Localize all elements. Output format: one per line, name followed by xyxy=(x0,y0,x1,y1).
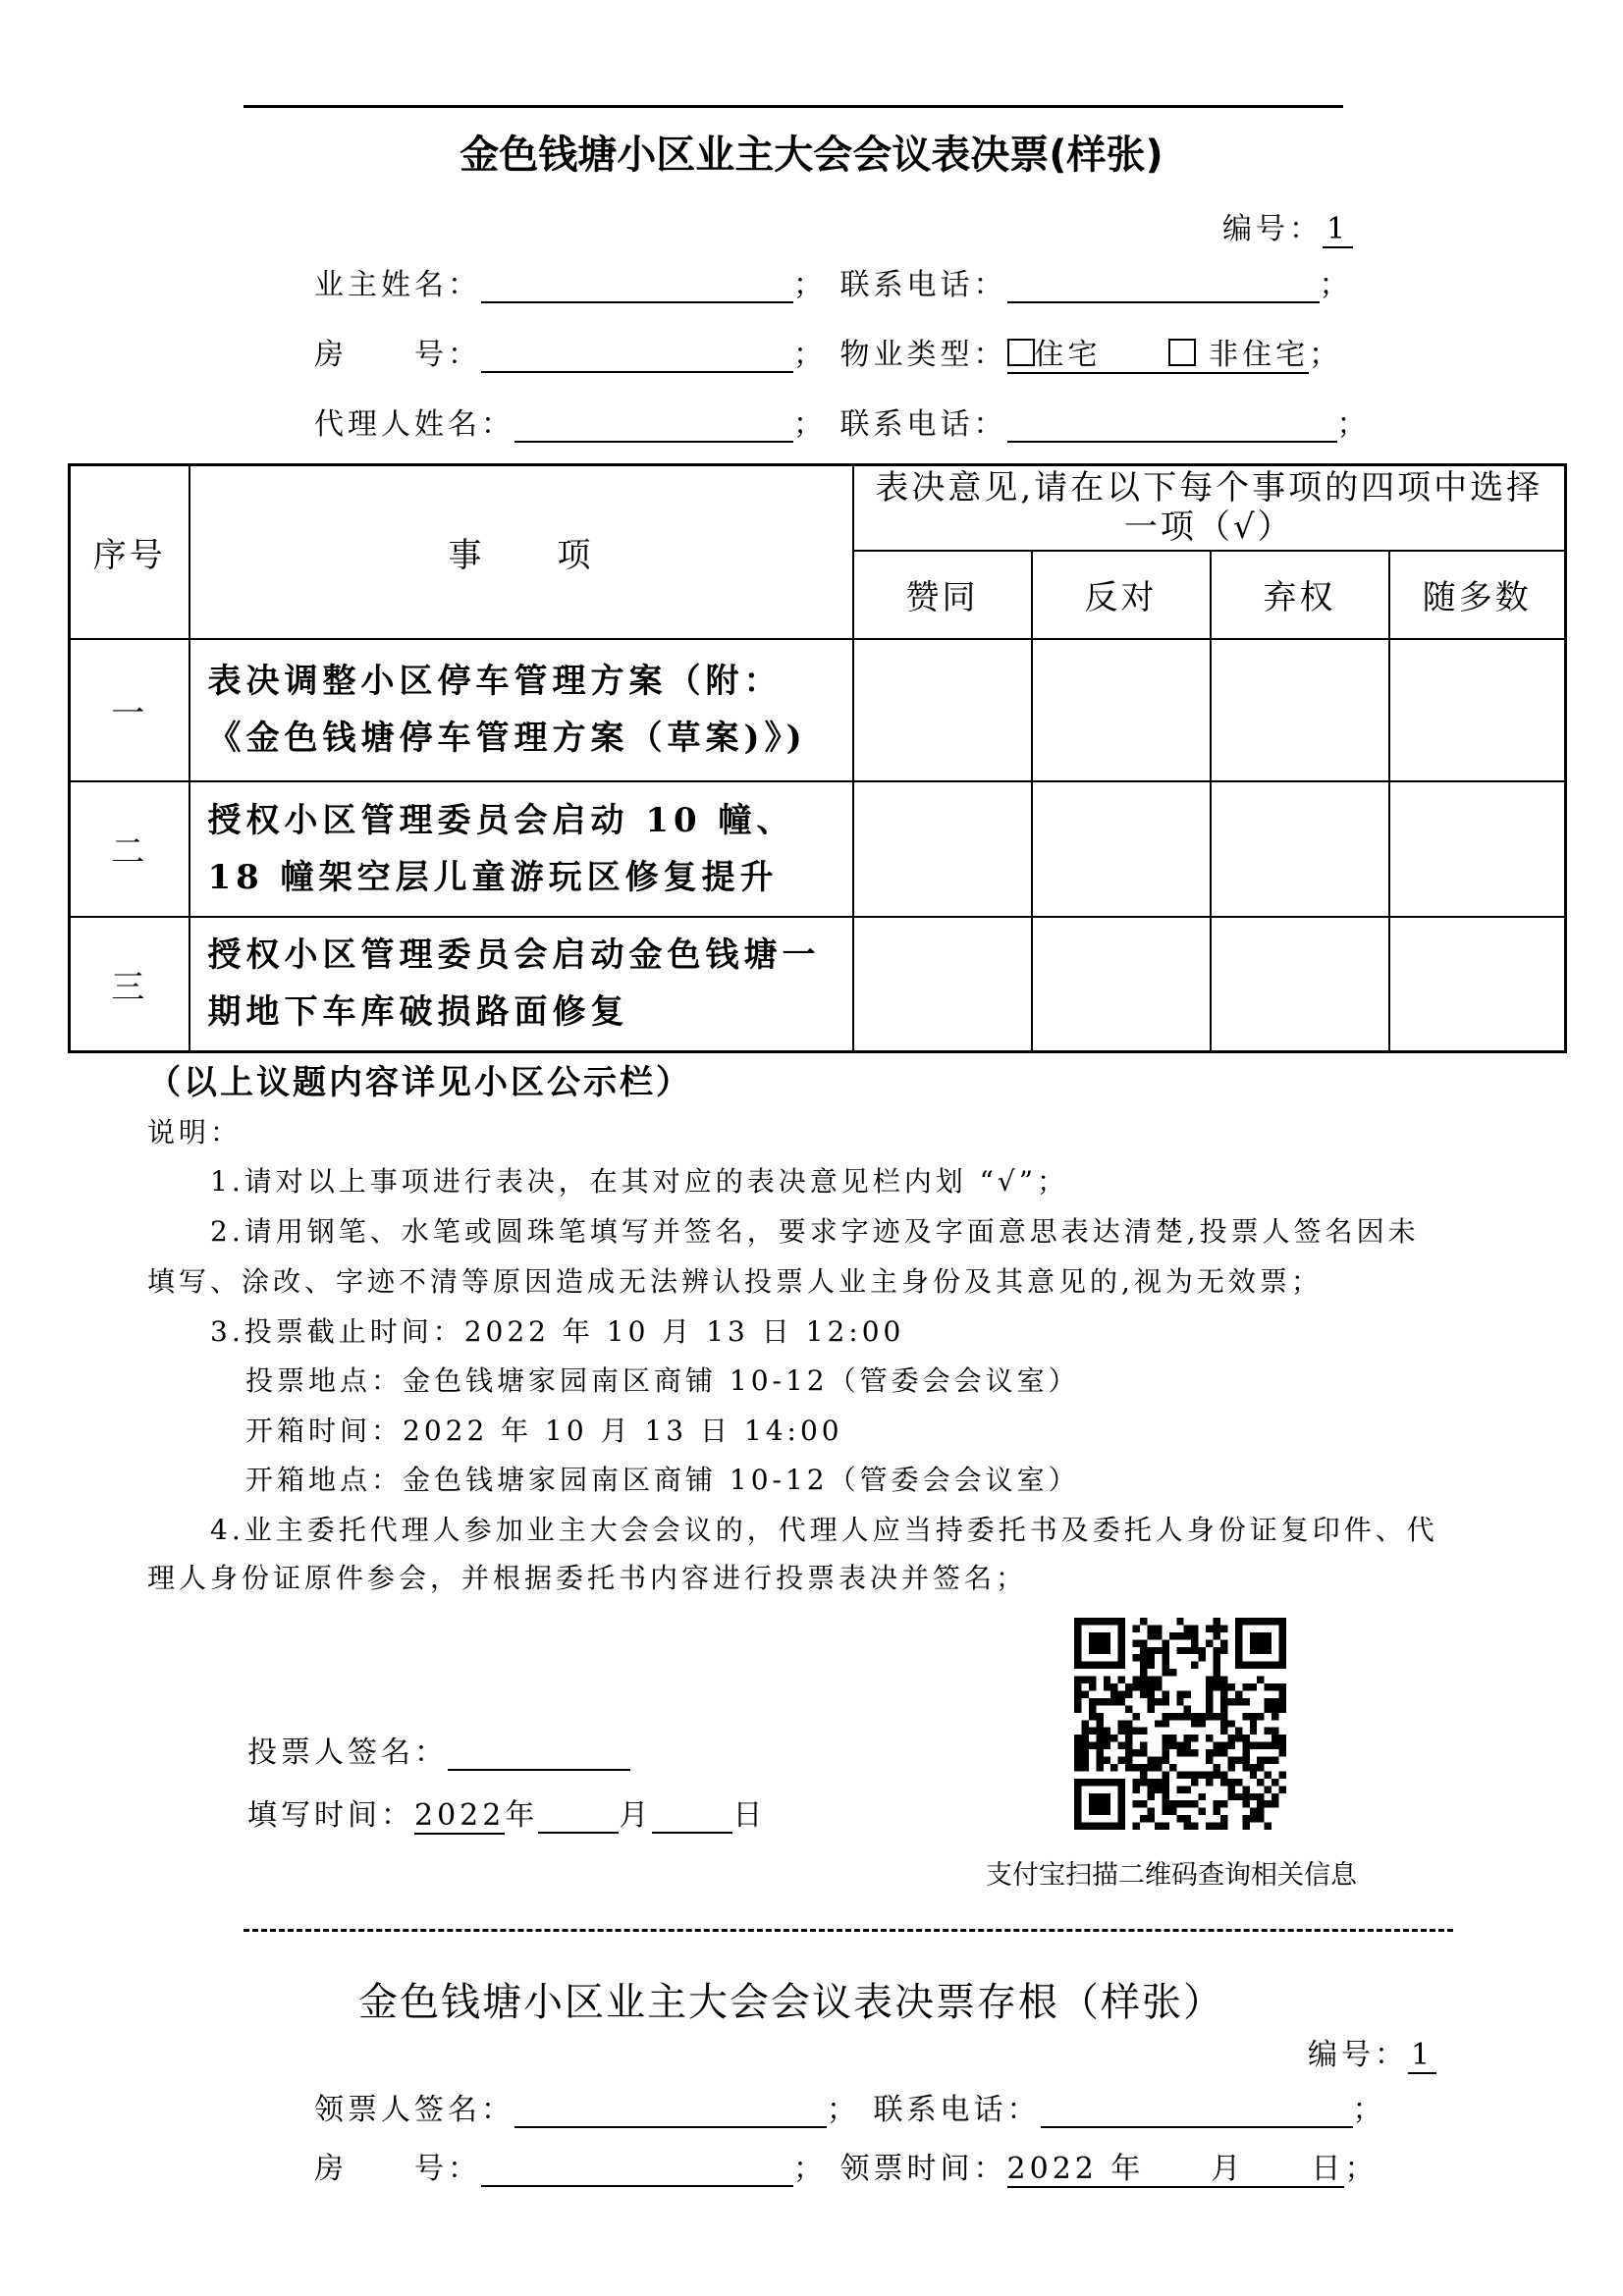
row-no: 三 xyxy=(70,917,189,1052)
agent-row xyxy=(314,400,1371,443)
instruction-line: 4.业主委托代理人参加业主大会会议的，代理人应当持委托书及委托人身份证复印件、代 xyxy=(210,1514,1438,1546)
agent-name-label: 代理人姓名： xyxy=(314,407,514,442)
fill-time-row xyxy=(247,1790,766,1834)
table-note: （以上议题内容详见小区公示栏） xyxy=(147,1063,692,1102)
vote-cell-approve[interactable] xyxy=(853,917,1032,1052)
owner-phone-field[interactable] xyxy=(1007,272,1320,303)
room-field[interactable] xyxy=(481,342,793,373)
stub-title: 金色钱塘小区业主大会会议表决票存根（样张） xyxy=(358,1980,1224,2025)
agent-phone-label: 联系电话： xyxy=(839,407,1007,442)
instruction-line: 3.投票截止时间：2022 年 10 月 13 日 12:00 xyxy=(210,1315,905,1348)
receive-time-label: 领票时间： xyxy=(839,2152,1007,2186)
receive-time-value: 2022 年 月 日 xyxy=(1006,2152,1345,2186)
room-row xyxy=(314,330,1342,373)
stub-receiver-row xyxy=(314,2085,1386,2128)
ballot-number xyxy=(1222,204,1353,247)
sep: ； xyxy=(1344,2152,1379,2186)
instruction-line: 填写、涂改、字迹不清等原因造成无法辨认投票人业主身份及其意见的,视为无效票； xyxy=(147,1265,1323,1298)
option-oppose: 反对 xyxy=(1032,551,1211,639)
non-residential-label: 非住宅 xyxy=(1209,338,1310,372)
instruction-line: 理人身份证原件参会，并根据委托书内容进行投票表决并签名； xyxy=(147,1562,1028,1594)
sep: ； xyxy=(1352,2093,1386,2127)
voter-sign-field[interactable] xyxy=(448,1739,630,1771)
stub-room-row xyxy=(314,2144,1378,2187)
sep: ； xyxy=(793,2152,827,2186)
vote-cell-approve[interactable] xyxy=(853,639,1032,781)
residential-label: 住宅 xyxy=(1034,338,1102,372)
row-no: 一 xyxy=(70,639,189,781)
vote-cell-abstain[interactable] xyxy=(1211,781,1389,917)
fill-year: 2022 xyxy=(414,1798,506,1833)
voter-sign-row xyxy=(247,1728,630,1771)
fill-month-field[interactable] xyxy=(538,1802,619,1834)
owner-name-field[interactable] xyxy=(481,272,793,303)
sep: ； xyxy=(1309,338,1343,372)
header-no: 序号 xyxy=(70,465,189,639)
sep: ； xyxy=(793,338,827,372)
sep: ； xyxy=(827,2093,860,2127)
row-item: 授权小区管理委员会启动金色钱塘一期地下车库破损路面修复 xyxy=(189,917,853,1052)
number-value: 1 xyxy=(1323,212,1353,248)
instruction-line: 投票地点：金色钱塘家园南区商铺 10-12（管委会会议室） xyxy=(245,1364,1080,1397)
sep: ； xyxy=(1336,407,1371,442)
cut-line xyxy=(243,1929,1453,1932)
fill-day-field[interactable] xyxy=(652,1802,732,1834)
owner-phone-label: 联系电话： xyxy=(839,268,1007,302)
receiver-sign-field[interactable] xyxy=(514,2097,827,2128)
sep: ； xyxy=(1319,268,1353,302)
month-unit: 月 xyxy=(619,1798,653,1833)
option-majority: 随多数 xyxy=(1389,551,1566,639)
table-row xyxy=(70,639,1566,781)
vote-cell-approve[interactable] xyxy=(853,781,1032,917)
vote-table xyxy=(68,463,1567,1053)
stub-number-value: 1 xyxy=(1408,2038,1436,2074)
year-unit: 年 xyxy=(505,1798,539,1833)
header-item: 事 项 xyxy=(189,465,853,639)
page-title: 金色钱塘小区业主大会会议表决票(样张) xyxy=(460,133,1163,178)
instruction-line: 开箱时间：2022 年 10 月 13 日 14:00 xyxy=(245,1415,843,1447)
agent-phone-field[interactable] xyxy=(1007,411,1337,443)
row-no: 二 xyxy=(70,781,189,917)
vote-cell-oppose[interactable] xyxy=(1032,639,1211,781)
stub-number-label: 编号： xyxy=(1308,2038,1408,2072)
receiver-sign-label: 领票人签名： xyxy=(314,2093,514,2127)
instruction-line: 1.请对以上事项进行表决，在其对应的表决意见栏内划 “√”； xyxy=(210,1165,1069,1198)
instruction-line: 开箱地点：金色钱塘家园南区商铺 10-12（管委会会议室） xyxy=(245,1464,1080,1496)
option-approve: 赞同 xyxy=(853,551,1032,639)
stub-room-label: 房 号： xyxy=(314,2152,481,2186)
vote-cell-abstain[interactable] xyxy=(1211,639,1389,781)
agent-name-field[interactable] xyxy=(514,411,793,443)
residential-checkbox[interactable] xyxy=(1007,339,1035,366)
header-opinion: 表决意见,请在以下每个事项的四项中选择一项（√） xyxy=(853,465,1566,551)
fill-time-label: 填写时间： xyxy=(247,1798,414,1833)
row-item: 表决调整小区停车管理方案（附：《金色钱塘停车管理方案（草案)》) xyxy=(189,639,853,781)
table-row xyxy=(70,781,1566,917)
top-rule xyxy=(243,105,1343,108)
vote-cell-majority[interactable] xyxy=(1389,917,1566,1052)
property-type-label: 物业类型： xyxy=(839,338,1007,372)
day-unit: 日 xyxy=(732,1798,767,1833)
vote-cell-oppose[interactable] xyxy=(1032,917,1211,1052)
stub-room-field[interactable] xyxy=(481,2156,793,2187)
stub-number xyxy=(1308,2030,1436,2073)
stub-phone-field[interactable] xyxy=(1041,2097,1353,2128)
option-abstain: 弃权 xyxy=(1211,551,1389,639)
sep: ； xyxy=(793,407,827,442)
qr-code xyxy=(1074,1618,1286,1830)
instructions-heading: 说明： xyxy=(147,1116,243,1148)
vote-cell-majority[interactable] xyxy=(1389,639,1566,781)
qr-caption: 支付宝扫描二维码查询相关信息 xyxy=(986,1860,1357,1891)
room-label: 房 号： xyxy=(314,338,481,372)
owner-name-label: 业主姓名： xyxy=(314,268,481,302)
sep: ； xyxy=(793,268,827,302)
vote-cell-oppose[interactable] xyxy=(1032,781,1211,917)
stub-phone-label: 联系电话： xyxy=(873,2093,1041,2127)
row-item: 授权小区管理委员会启动 10 幢、18 幢架空层儿童游玩区修复提升 xyxy=(189,781,853,917)
owner-row xyxy=(314,260,1353,303)
number-label: 编号： xyxy=(1222,212,1323,246)
instruction-line: 2.请用钢笔、水笔或圆珠笔填写并签名，要求字迹及字面意思表达清楚,投票人签名因未 xyxy=(210,1215,1420,1248)
vote-cell-majority[interactable] xyxy=(1389,781,1566,917)
voter-sign-label: 投票人签名： xyxy=(247,1735,448,1770)
vote-cell-abstain[interactable] xyxy=(1211,917,1389,1052)
table-row xyxy=(70,917,1566,1052)
non-residential-checkbox[interactable] xyxy=(1168,339,1196,366)
